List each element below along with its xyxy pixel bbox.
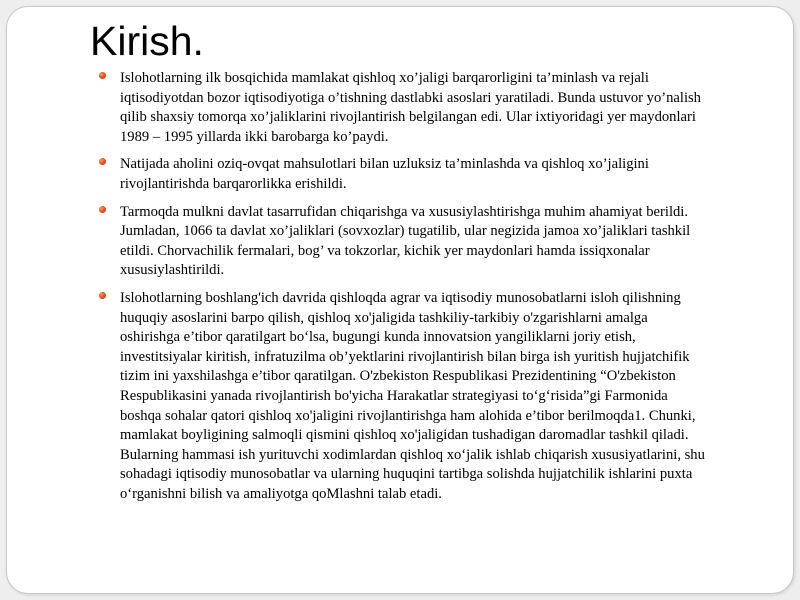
bullet-text: Islohotlarning ilk bosqichida mamlakat qishloq xo’jaligi barqarorligini ta’minlash va rejali iqtisodiyotdan bozor iqtisodiyotiga o’tishning dastlabki asoslari yaratiladi. Bunda ustuvor yo’nalish qilib shaxsiy tomorqa xo’jaliklarini rivojlantirish belgilangan edi. Ular ixtiyoridagi yer maydonlari 1989 – 1995 yillarda ikki barobarga ko’paydi. xyxy=(120,70,701,145)
bullet-item xyxy=(95,289,707,505)
bullet-dot-icon xyxy=(99,292,106,299)
bullet-dot-icon xyxy=(99,158,106,165)
bullet-text: Natijada aholini oziq-ovqat mahsulotlari bilan uzluksiz ta’minlashda va qishloq xo’jaligini rivojlantirishda barqarorlikka erishildi. xyxy=(120,156,649,192)
bullet-text: Islohotlarning boshlang'ich davrida qishloqda agrar va iqtisodiy munosobatlarni isloh qilishning huquqiy asoslarini barpo qilish, qishloq xo'jaligida tashkiliy-tarkibiy o'zgarishlarni amalga oshirishga e’tibor qaratilgart bo‘lsa, bugungi kunda innovatsion yangiliklarni joriy etish, investitsiyalar kiritish, infratuzilma ob’yektlarini rivojlantirish bilan birga ish yuritish hujjatchifik tizim ini yaxshilashga e’tibor qaratilgan. O'zbekiston Respublikasi Prezidentining “O'zbekiston Respublikasini yanada rivojlantirish bo'yicha Harakatlar strategiyasi to‘g‘risida”gi Farmonida boshqa sohalar qatori qishloq xo'jaligini rivojlantirishga ham alohida e’tibor berilmoqda1. Chunki, mamlakat boyligining salmoqli qismini qishloq xo'jaligidan tushadigan daromadlar tashkil qiladi. Bularning hammasi ish yurituvchi xodimlardan qishloq xo‘jalik ishlab chiqarish xususiyatlarini, shu sohadagi iqtisodiy munosobatlar va ularning huquqini tartibga solishda hujjatchilik ishlarini puxta o‘rganishni bilish va amaliyotga qoMlashni talab etadi. xyxy=(120,289,705,502)
bullet-dot-icon xyxy=(99,206,106,213)
slide-title: Kirish. xyxy=(90,18,204,64)
bullet-item xyxy=(95,69,707,147)
bullet-item xyxy=(95,203,707,281)
slide xyxy=(6,6,794,594)
bullet-item xyxy=(95,155,707,194)
bullet-list xyxy=(95,69,707,512)
bullet-dot-icon xyxy=(99,72,106,79)
bullet-text: Tarmoqda mulkni davlat tasarrufidan chiqarishga va xususiylashtirishga muhim ahamiyat berildi. Jumladan, 1066 ta davlat xo’jaliklari (sovxozlar) tugatilib, ular negizida jamoa xo’jaliklari tashkil etildi. Chorvachilik fermalari, bog’ va tokzorlar, kichik yer maydonlari hamda issiqxonalar xususiylashtirildi. xyxy=(120,203,691,279)
